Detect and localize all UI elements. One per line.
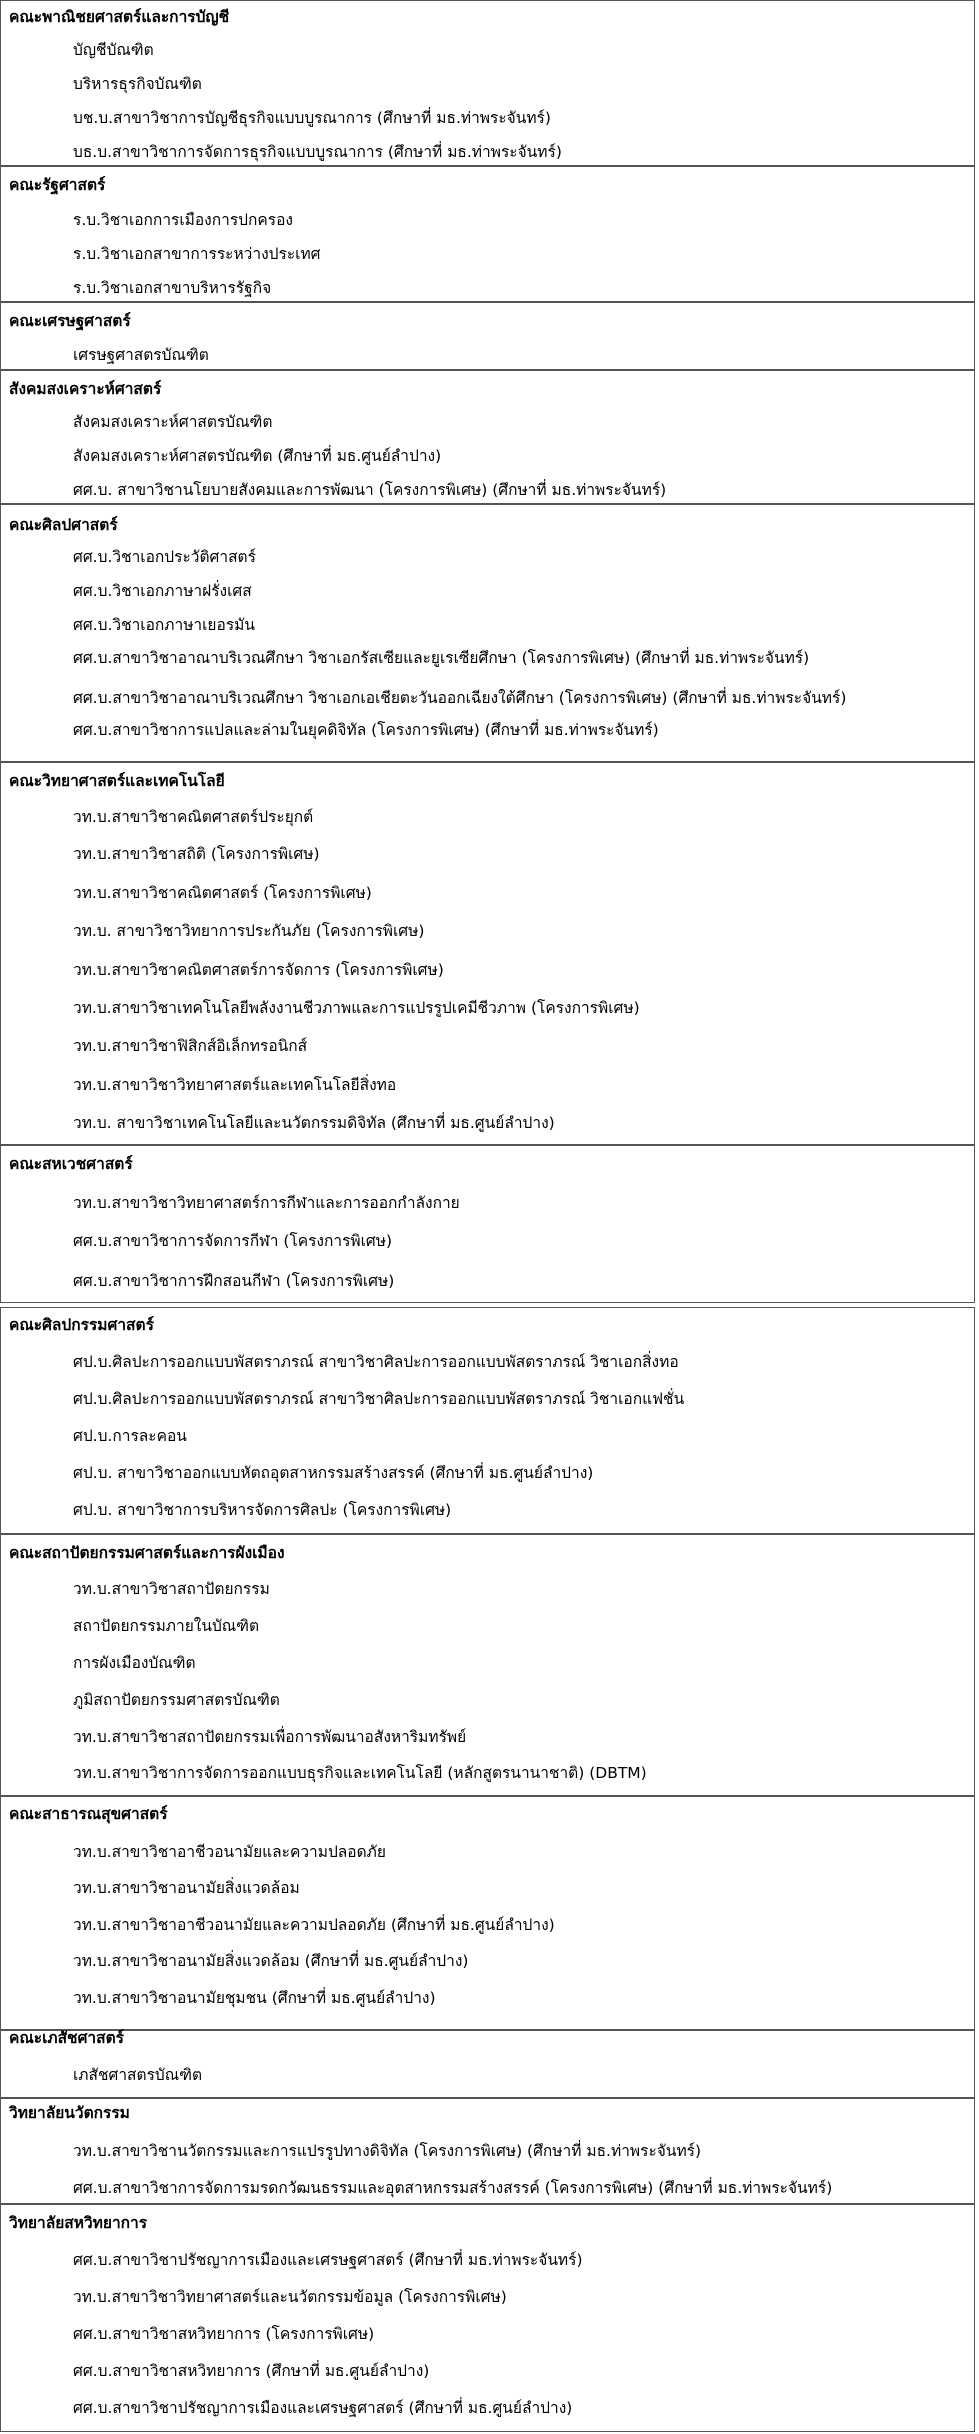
program-item: วท.บ.สาขาวิชาการจัดการออกแบบธุรกิจและเทคโนโลยี (หลักสูตรนานาชาติ) (DBTM) [73,1764,647,1782]
faculty-heading: คณะพาณิชยศาสตร์และการบัญชี [9,8,230,26]
program-item: ศศ.บ. สาขาวิชานโยบายสังคมและการพัฒนา (โครงการพิเศษ) (ศึกษาที่ มธ.ท่าพระจันทร์) [73,481,667,499]
program-item: ร.บ.วิชาเอกสาขาการระหว่างประเทศ [73,245,321,263]
faculty-heading: คณะรัฐศาสตร์ [9,176,106,194]
program-item: ศศ.บ.วิชาเอกภาษาฝรั่งเศส [73,582,252,600]
program-item: ร.บ.วิชาเอกสาขาบริหารรัฐกิจ [73,279,272,297]
faculty-heading: คณะสถาปัตยกรรมศาสตร์และการผังเมือง [9,1544,285,1562]
faculty-section [0,1145,975,1303]
program-item: ร.บ.วิชาเอกการเมืองการปกครอง [73,211,293,229]
program-item: วท.บ. สาขาวิชาวิทยาการประกันภัย (โครงการพิเศษ) [73,922,425,940]
program-item: วท.บ.สาขาวิชาอนามัยชุมชน (ศึกษาที่ มธ.ศูนย์ลำปาง) [73,1989,436,2007]
program-item: ภูมิสถาปัตยกรรมศาสตรบัณฑิต [73,1691,280,1709]
faculty-heading: สังคมสงเคราะห์ศาสตร์ [9,380,162,398]
faculty-section [0,1534,975,1796]
program-item: วท.บ.สาขาวิชาอาชีวอนามัยและความปลอดภัย [73,1843,386,1861]
program-item: วท.บ.สาขาวิชาวิทยาศาสตร์และนวัตกรรมข้อมูล (โครงการพิเศษ) [73,2288,507,2306]
program-item: วท.บ.สาขาวิชาวิทยาศาสตร์การกีฬาและการออกกำลังกาย [73,1194,460,1212]
faculty-heading: คณะศิลปศาสตร์ [9,516,118,534]
faculty-heading: คณะศิลปกรรมศาสตร์ [9,1316,154,1334]
faculty-heading: คณะวิทยาศาสตร์และเทคโนโลยี [9,772,225,790]
program-item: วท.บ.สาขาวิชาอาชีวอนามัยและความปลอดภัย (ศึกษาที่ มธ.ศูนย์ลำปาง) [73,1916,555,1934]
program-item: ศป.บ. สาขาวิชาการบริหารจัดการศิลปะ (โครงการพิเศษ) [73,1501,452,1519]
faculty-section [0,2030,975,2098]
program-item: วท.บ.สาขาวิชาอนามัยสิ่งแวดล้อม [73,1879,300,1897]
faculty-heading: คณะสหเวชศาสตร์ [9,1155,133,1173]
program-item: ศป.บ.ศิลปะการออกแบบพัสตราภรณ์ สาขาวิชาศิลปะการออกแบบพัสตราภรณ์ วิชาเอกแฟชั่น [73,1390,685,1408]
program-item: วท.บ.สาขาวิชาอนามัยสิ่งแวดล้อม (ศึกษาที่ มธ.ศูนย์ลำปาง) [73,1952,469,1970]
faculty-heading: วิทยาลัยสหวิทยาการ [9,2214,148,2232]
faculty-section [0,2204,975,2432]
faculty-section [0,762,975,1145]
program-item: ศศ.บ.สาขาวิชาการจัดการกีฬา (โครงการพิเศษ) [73,1232,393,1250]
program-item: ศศ.บ.สาขาวิชาอาณาบริเวณศึกษา วิชาเอกเอเชียตะวันออกเฉียงใต้ศึกษา (โครงการพิเศษ) (ศึกษาที่ มธ.ท่าพระจันทร์) [73,689,847,707]
faculty-heading: คณะสาธารณสุขศาสตร์ [9,1805,168,1823]
faculty-section [0,370,975,504]
program-item: ศป.บ.การละคอน [73,1427,187,1445]
faculty-section [0,166,975,302]
program-item: บริหารธุรกิจบัณฑิต [73,75,202,93]
program-item: ศศ.บ.สาขาวิชาสหวิทยาการ (ศึกษาที่ มธ.ศูนย์ลำปาง) [73,2362,430,2380]
program-item: วท.บ.สาขาวิชาเทคโนโลยีพลังงานชีวภาพและการแปรรูปเคมีชีวภาพ (โครงการพิเศษ) [73,999,640,1017]
program-item: ศศ.บ.สาขาวิชาสหวิทยาการ (โครงการพิเศษ) [73,2325,375,2343]
program-item: ศศ.บ.สาขาวิชาปรัชญาการเมืองและเศรษฐศาสตร์ (ศึกษาที่ มธ.ศูนย์ลำปาง) [73,2399,573,2417]
program-item: ศศ.บ.วิชาเอกภาษาเยอรมัน [73,616,255,634]
program-item: วท.บ.สาขาวิชาคณิตศาสตร์การจัดการ (โครงการพิเศษ) [73,961,444,979]
program-item: การผังเมืองบัณฑิต [73,1654,196,1672]
faculty-heading: วิทยาลัยนวัตกรรม [9,2104,130,2122]
faculty-section [0,302,975,370]
program-item: วท.บ.สาขาวิชาวิทยาศาสตร์และเทคโนโลยีสิ่งทอ [73,1076,397,1094]
program-item: วท.บ.สาขาวิชาฟิสิกส์อิเล็กทรอนิกส์ [73,1037,308,1055]
program-item: ศป.บ. สาขาวิชาออกแบบหัตถอุตสาหกรรมสร้างสรรค์ (ศึกษาที่ มธ.ศูนย์ลำปาง) [73,1464,594,1482]
program-item: วท.บ.สาขาวิชาสถิติ (โครงการพิเศษ) [73,845,320,863]
program-item: ศศ.บ.วิชาเอกประวัติศาสตร์ [73,548,256,566]
program-item: เศรษฐศาสตรบัณฑิต [73,346,209,364]
program-item: บัญชีบัณฑิต [73,41,154,59]
faculty-section [0,2098,975,2204]
program-item: สังคมสงเคราะห์ศาสตรบัณฑิต [73,413,273,431]
program-item: ศป.บ.ศิลปะการออกแบบพัสตราภรณ์ สาขาวิชาศิลปะการออกแบบพัสตราภรณ์ วิชาเอกสิ่งทอ [73,1353,679,1371]
program-item: วท.บ.สาขาวิชาคณิตศาสตร์ประยุกต์ [73,808,314,826]
program-item: ศศ.บ.สาขาวิชาการจัดการมรดกวัฒนธรรมและอุตสาหกรรมสร้างสรรค์ (โครงการพิเศษ) (ศึกษาที่ มธ.ท่าพระจันทร์) [73,2179,833,2197]
program-item: ศศ.บ.สาขาวิชาการฝึกสอนกีฬา (โครงการพิเศษ) [73,1272,395,1290]
program-item: ศศ.บ.สาขาวิชาปรัชญาการเมืองและเศรษฐศาสตร์ (ศึกษาที่ มธ.ท่าพระจันทร์) [73,2251,583,2269]
program-item: สังคมสงเคราะห์ศาสตรบัณฑิต (ศึกษาที่ มธ.ศูนย์ลำปาง) [73,447,442,465]
faculty-section [0,1307,975,1534]
program-item: เภสัชศาสตรบัณฑิต [73,2066,203,2084]
program-item: สถาปัตยกรรมภายในบัณฑิต [73,1617,260,1635]
program-item: วท.บ.สาขาวิชานวัตกรรมและการแปรรูปทางดิจิทัล (โครงการพิเศษ) (ศึกษาที่ มธ.ท่าพระจันทร์) [73,2142,702,2160]
program-item: บช.บ.สาขาวิชาการบัญชีธุรกิจแบบบูรณาการ (ศึกษาที่ มธ.ท่าพระจันทร์) [73,109,551,127]
program-item: วท.บ. สาขาวิชาเทคโนโลยีและนวัตกรรมดิจิทัล (ศึกษาที่ มธ.ศูนย์ลำปาง) [73,1114,555,1132]
program-item: ศศ.บ.สาขาวิชาการแปลและล่ามในยุคดิจิทัล (โครงการพิเศษ) (ศึกษาที่ มธ.ท่าพระจันทร์) [73,721,659,739]
faculty-section [0,0,975,166]
faculty-section [0,1796,975,2030]
faculty-heading: คณะเศรษฐศาสตร์ [9,312,131,330]
program-item: วท.บ.สาขาวิชาสถาปัตยกรรมเพื่อการพัฒนาอสังหาริมทรัพย์ [73,1728,467,1746]
program-item: ศศ.บ.สาขาวิชาอาณาบริเวณศึกษา วิชาเอกรัสเซียและยูเรเซียศึกษา (โครงการพิเศษ) (ศึกษาที่ มธ.ท่าพระจันทร์) [73,649,810,667]
faculty-heading: คณะเภสัชศาสตร์ [9,2029,124,2047]
program-item: บธ.บ.สาขาวิชาการจัดการธุรกิจแบบบูรณาการ (ศึกษาที่ มธ.ท่าพระจันทร์) [73,143,562,161]
faculty-section [0,504,975,762]
program-item: วท.บ.สาขาวิชาสถาปัตยกรรม [73,1580,270,1598]
program-item: วท.บ.สาขาวิชาคณิตศาสตร์ (โครงการพิเศษ) [73,884,372,902]
